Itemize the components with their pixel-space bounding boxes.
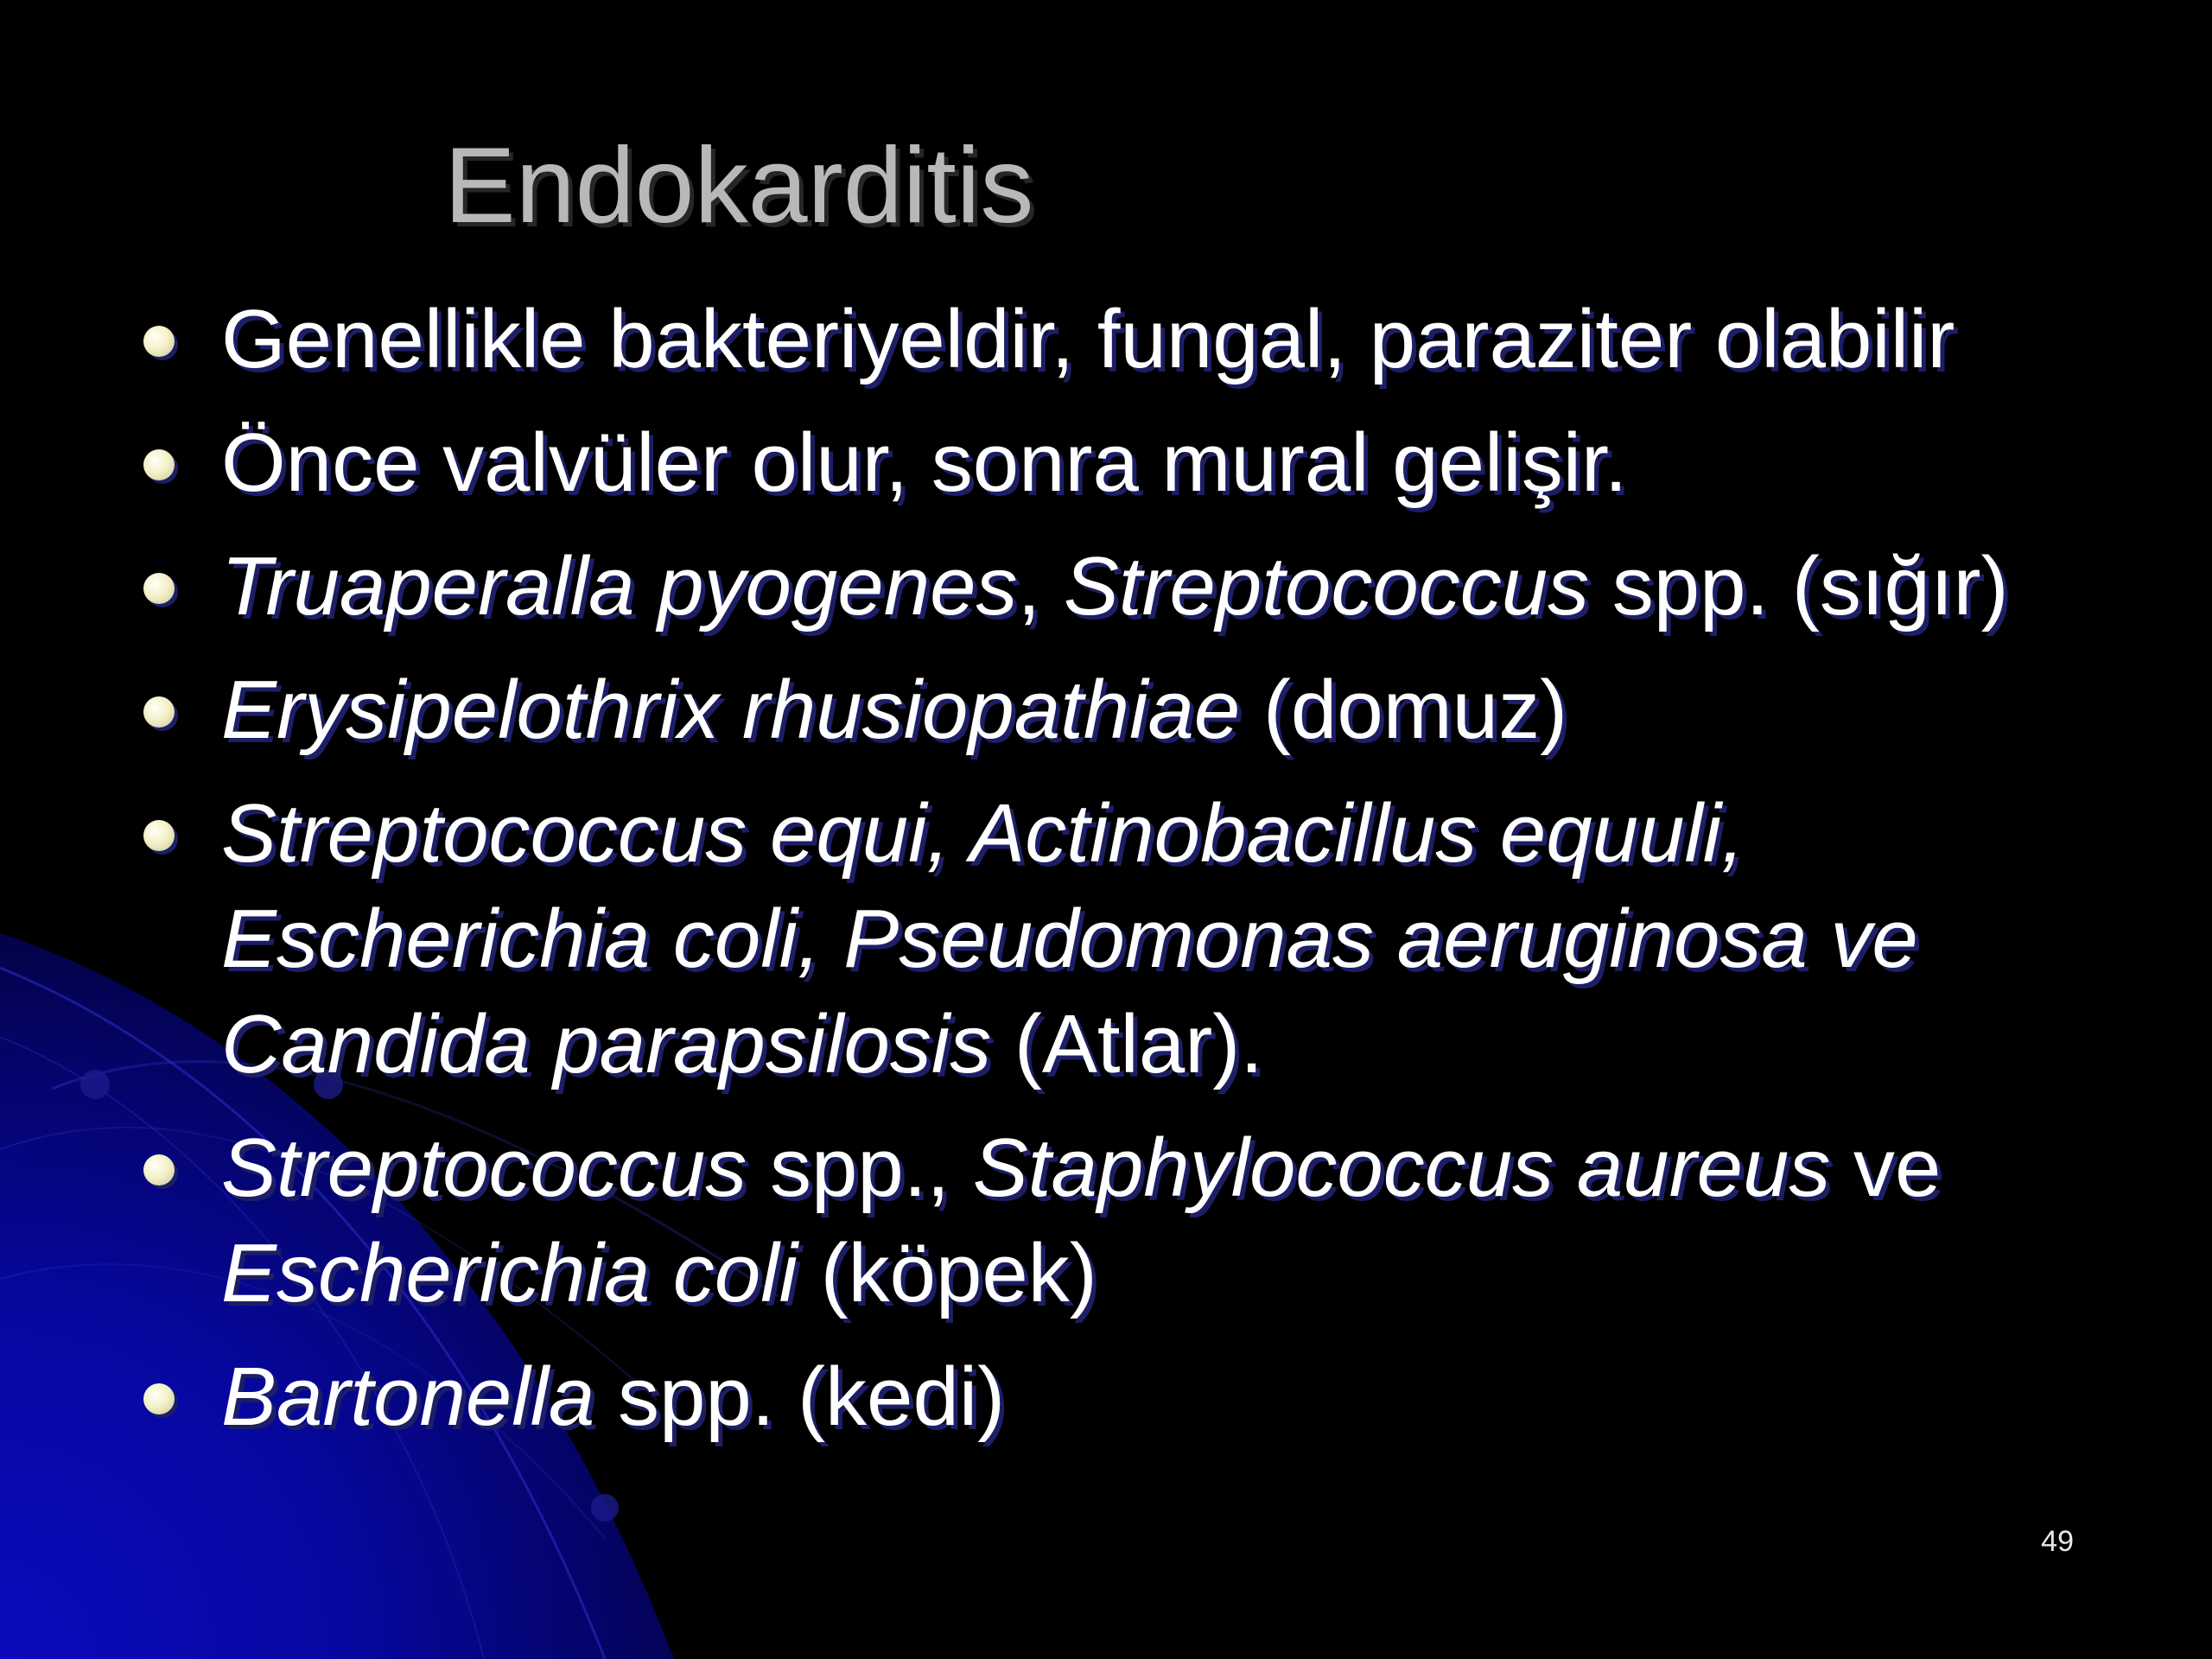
text: spp. (kedi) xyxy=(594,1351,1006,1443)
bullet-line xyxy=(221,534,2148,639)
slide-number: 49 xyxy=(2041,1525,2074,1558)
text: (domuz) xyxy=(1240,664,1568,756)
bullet-item xyxy=(135,781,2148,1097)
italic-text: Escherichia coli xyxy=(221,1227,798,1319)
italic-text: Streptococcus xyxy=(1063,540,1590,632)
bullet-dot-icon xyxy=(143,1383,175,1414)
bullet-line xyxy=(221,887,2148,992)
bullet-line xyxy=(221,992,2148,1097)
bullet-item xyxy=(135,1344,2148,1450)
bullet-line xyxy=(221,781,2148,887)
bullet-dot-icon xyxy=(143,696,175,728)
text: (Atlar). xyxy=(991,998,1263,1090)
text: spp. (sığır) xyxy=(1589,540,2009,632)
bullet-line xyxy=(221,410,2148,516)
italic-text: Staphylococcus aureus xyxy=(972,1122,1831,1214)
italic-text: Escherichia coli, Pseudomonas aeruginosa ve xyxy=(221,893,1918,985)
bullet-item xyxy=(135,1116,2148,1326)
bullet-item xyxy=(135,410,2148,516)
bullet-item xyxy=(135,287,2148,392)
text: , xyxy=(1017,540,1064,632)
bullet-dot-icon xyxy=(143,573,175,604)
italic-text: Streptococcus xyxy=(221,1122,747,1214)
bullet-line xyxy=(221,1221,2148,1326)
bullet-dot-icon xyxy=(143,1154,175,1185)
italic-text: Candida parapsilosis xyxy=(221,998,992,1090)
text: Önce valvüler olur, sonra mural gelişir. xyxy=(221,416,1628,509)
bullet-line xyxy=(221,1344,2148,1450)
italic-text: Erysipelothrix rhusiopathiae xyxy=(221,664,1241,756)
bullet-list xyxy=(135,287,2148,1468)
bullet-item xyxy=(135,658,2148,763)
bullet-item xyxy=(135,534,2148,639)
slide-title: Endokarditis xyxy=(444,126,1034,245)
bullet-line xyxy=(221,658,2148,763)
italic-text: Bartonella xyxy=(221,1351,595,1443)
bullet-line xyxy=(221,287,2148,392)
bullet-line xyxy=(221,1116,2148,1221)
text: ve xyxy=(1830,1122,1942,1214)
text: spp., xyxy=(747,1122,973,1214)
italic-text: Streptococcus equi, Actinobacillus equuli, xyxy=(221,787,1745,880)
bullet-dot-icon xyxy=(143,326,175,357)
bullet-dot-icon xyxy=(143,449,175,480)
italic-text: Truaperalla pyogenes xyxy=(221,540,1018,632)
text: (köpek) xyxy=(797,1227,1097,1319)
bullet-dot-icon xyxy=(143,820,175,851)
text: Genellikle bakteriyeldir, fungal, paraziter olabilir xyxy=(221,293,1955,385)
